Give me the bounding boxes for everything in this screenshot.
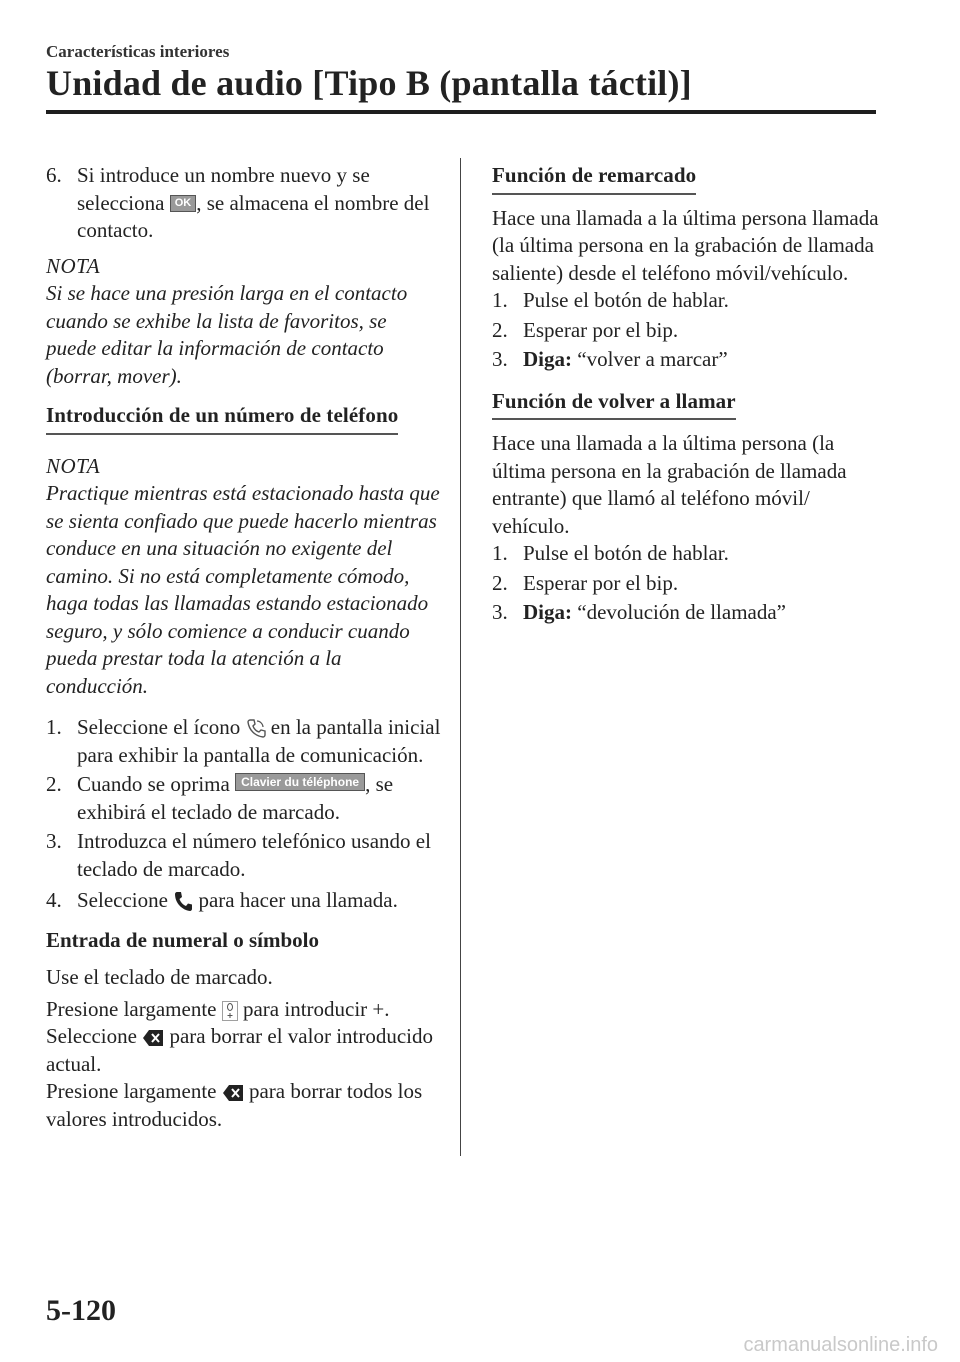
paragraph-text-b: para borrar el valor introducido actual. — [46, 1024, 434, 1076]
voice-command: “devolución de llamada” — [572, 600, 786, 624]
phone-call-icon — [173, 891, 193, 913]
paragraph-text-a: Presione largamente — [46, 1079, 222, 1103]
paragraph: Hace una llamada a la última persona (la última persona en la grabación de llamada entrante) que llamó al teléfono móvil/ vehículo. — [492, 431, 847, 538]
phone-keypad-button-icon: Clavier du téléphone — [235, 773, 365, 791]
backspace-icon — [222, 1084, 244, 1102]
backspace-icon — [142, 1029, 164, 1047]
step-3 — [46, 828, 441, 883]
title-rule — [46, 110, 876, 114]
paragraph — [46, 1023, 441, 1078]
redial-step-3 — [492, 346, 884, 374]
paragraph-text-a: Seleccione — [46, 1024, 143, 1048]
step-text — [77, 162, 441, 245]
step-number: 2. — [492, 317, 508, 342]
section-heading-callback: Función de volver a llamar — [492, 388, 736, 421]
section-heading-numeral: Entrada de numeral o símbolo — [46, 927, 320, 952]
voice-command: “volver a marcar” — [572, 347, 728, 371]
step-number: 4. — [46, 888, 62, 912]
step-text-a: Si introduce un nombre nuevo y se selecciona — [77, 163, 370, 215]
step-number: 6. — [46, 163, 62, 187]
section-heading-redial: Función de remarcado — [492, 162, 696, 195]
step-text-a: Cuando se oprima — [77, 772, 236, 796]
step-number: 2. — [46, 772, 62, 796]
step-text-b: para hacer una llamada. — [193, 888, 398, 912]
step-text — [77, 714, 441, 769]
redial-step-2 — [492, 317, 884, 345]
right-column — [492, 162, 884, 629]
nota-heading: NOTA — [46, 253, 101, 278]
step-6 — [46, 162, 441, 245]
paragraph — [46, 996, 441, 1024]
step-text-b: en la pantalla inicial para exhibir la pantalla de comunicación. — [77, 715, 441, 767]
nota-body: Practique mientras está estacionado hasta que se sienta confiado que puede hacerlo mientras conduce en una situación no exigente del camino. Si no está completamente cómodo, haga todas las llamadas estando estacionado seguro, y sólo comience a conducir cuando pueda prestar toda la atención a la conducción. — [46, 481, 440, 698]
step-4 — [46, 887, 441, 915]
step-text — [77, 887, 441, 915]
redial-step-1 — [492, 287, 884, 315]
step-2 — [46, 771, 441, 826]
step-text — [523, 599, 884, 627]
paragraph — [46, 1078, 441, 1133]
step-number: 1. — [492, 541, 508, 565]
watermark: carmanualsonline.info — [743, 1334, 938, 1356]
left-column — [46, 162, 441, 1133]
step-text-a: Seleccione — [77, 888, 174, 912]
step-number: 3. — [46, 829, 62, 853]
column-divider — [460, 158, 461, 1156]
callback-step-2 — [492, 570, 884, 598]
ok-button-icon: OK — [170, 195, 197, 212]
step-1 — [46, 714, 441, 769]
callback-step-3 — [492, 599, 884, 627]
section-heading-phone-number: Introducción de un número de teléfono — [46, 402, 398, 435]
step-number: 3. — [492, 600, 508, 624]
step-text: Introduzca el número telefónico usando el teclado de marcado. — [77, 829, 431, 881]
callback-step-1 — [492, 540, 884, 568]
nota-heading: NOTA — [46, 453, 101, 478]
step-text — [523, 346, 884, 374]
step-text — [77, 771, 441, 826]
page-number: 5-120 — [46, 1294, 116, 1327]
step-number: 1. — [492, 288, 508, 312]
paragraph-text-b: para introducir +. — [237, 996, 390, 1021]
section-label: Características interiores — [46, 42, 230, 61]
step-text-a: Seleccione el ícono — [77, 715, 246, 739]
paragraph: Use el teclado de marcado. — [46, 965, 273, 989]
zero-plus-key-icon — [222, 1001, 238, 1021]
say-label: Diga: — [523, 347, 572, 371]
step-number: 2. — [492, 570, 508, 595]
communication-icon — [246, 718, 266, 740]
step-text-b: , se almacena el nombre del contacto. — [77, 190, 430, 242]
step-text: Esperar por el bip. — [523, 317, 679, 342]
step-text: Esperar por el bip. — [523, 570, 679, 595]
step-number: 1. — [46, 715, 62, 739]
step-text: Pulse el botón de hablar. — [523, 541, 729, 565]
paragraph-text-b: para borrar todos los valores introducidos. — [46, 1079, 423, 1131]
paragraph: Hace una llamada a la última persona llamada (la última persona en la grabación de llamada saliente) desde el teléfono móvil/vehículo. — [492, 205, 879, 285]
page-title: Unidad de audio [Tipo B (pantalla táctil)] — [46, 63, 692, 103]
nota-body: Si se hace una presión larga en el contacto cuando se exhibe la lista de favoritos, se puede editar la información de contacto (borrar, mover). — [46, 281, 408, 388]
paragraph-text-a: Presione largamente — [46, 996, 222, 1021]
step-number: 3. — [492, 347, 508, 371]
say-label: Diga: — [523, 600, 572, 624]
step-text-b: , se exhibirá el teclado de marcado. — [77, 772, 394, 824]
step-text: Pulse el botón de hablar. — [523, 288, 729, 312]
